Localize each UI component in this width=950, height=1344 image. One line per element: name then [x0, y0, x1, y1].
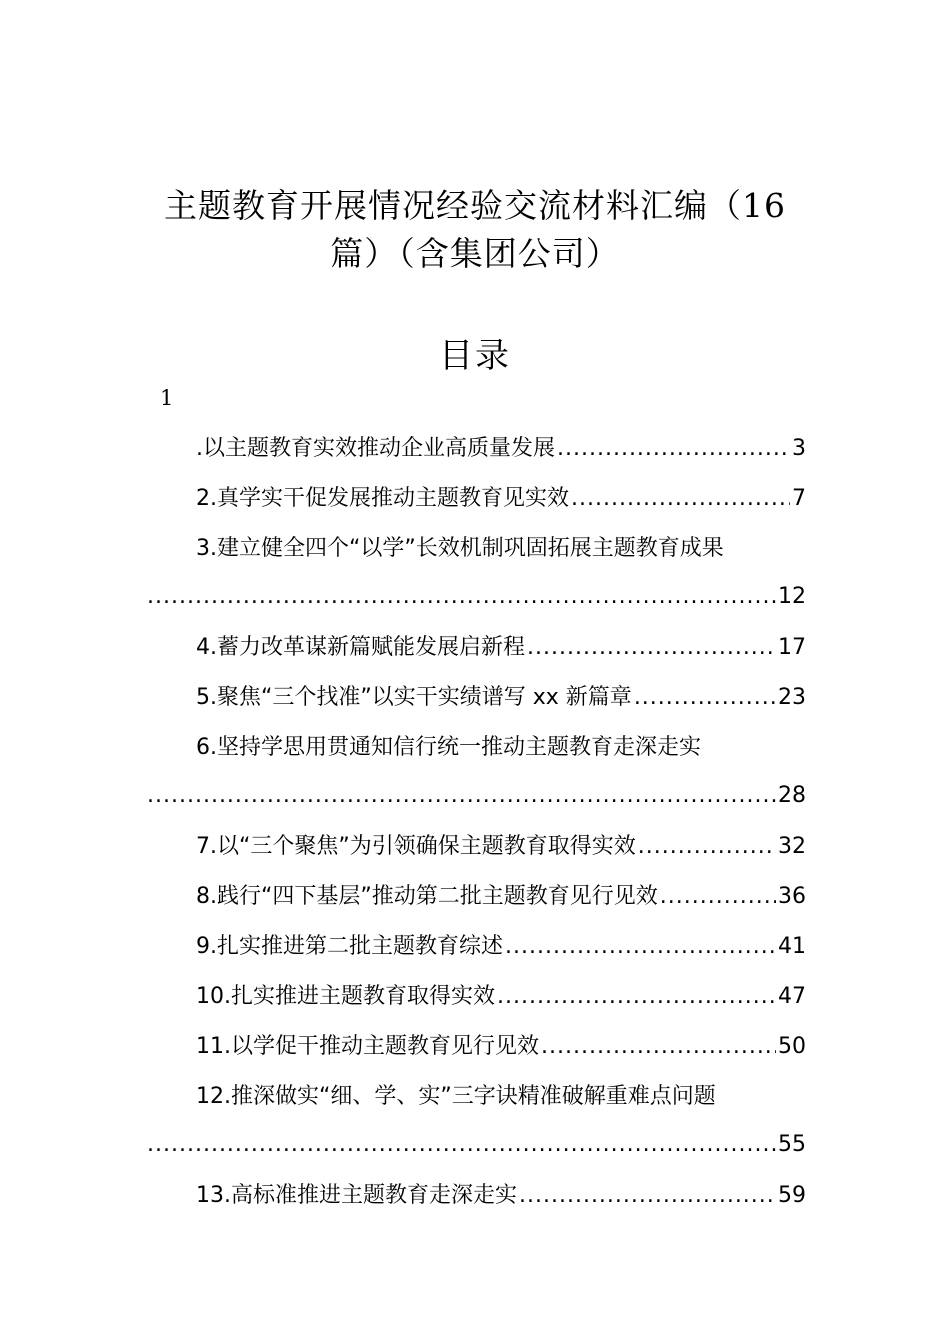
toc-entry-page: 36	[778, 884, 806, 909]
toc-entry[interactable]	[196, 631, 806, 665]
toc-entry[interactable]	[196, 432, 806, 466]
toc-entry-continuation[interactable]	[145, 1128, 806, 1162]
toc-entry-title: 10.扎实推进主题教育取得实效	[196, 984, 495, 1009]
toc-leader-dots	[147, 1128, 776, 1162]
toc-entry-title: 13.高标准推进主题教育走深走实	[196, 1183, 517, 1208]
document-title-line-2: 篇）（含集团公司）	[330, 234, 620, 273]
toc-entry-title: 12.推深做实“细、学、实”三字诀精准破解重难点问题	[196, 1084, 716, 1109]
toc-entry[interactable]	[196, 1179, 806, 1213]
toc-entry[interactable]	[196, 482, 806, 516]
toc-entry[interactable]	[196, 1030, 806, 1064]
toc-entry-page: 23	[778, 685, 806, 710]
toc-entry-continuation[interactable]	[145, 779, 806, 813]
title-number: 16	[742, 186, 786, 225]
toc-leader-dots	[147, 580, 776, 614]
toc-entry-title: 4.蓄力改革谋新篇赋能发展启新程	[196, 635, 525, 660]
toc-entry-title: 11.以学促干推动主题教育见行见效	[196, 1034, 539, 1059]
toc-entry[interactable]	[196, 830, 806, 864]
toc-entry-title: 9.扎实推进第二批主题教育综述	[196, 934, 503, 959]
toc-leader-dots	[519, 1179, 776, 1213]
toc-entry[interactable]	[196, 1080, 806, 1114]
toc-leader-dots	[638, 830, 776, 864]
toc-entry-page: 59	[778, 1183, 806, 1208]
document-title-line-1	[0, 180, 950, 227]
stray-number: 1	[160, 386, 174, 410]
toc-leader-dots	[505, 930, 776, 964]
toc-entry[interactable]	[196, 980, 806, 1014]
toc-entry-page: 47	[778, 984, 806, 1009]
title-text: 主题教育开展情况经验交流材料汇编（	[164, 186, 742, 225]
toc-entry[interactable]	[196, 681, 806, 715]
toc-entry-continuation[interactable]	[145, 580, 806, 614]
toc-entry-page: 17	[778, 635, 806, 660]
toc-entry-title: 7.以“三个聚焦”为引领确保主题教育取得实效	[196, 834, 636, 859]
toc-leader-dots	[527, 631, 776, 665]
toc-entry-title: 3.建立健全四个“以学”长效机制巩固拓展主题教育成果	[196, 536, 724, 561]
toc-leader-dots	[634, 681, 776, 715]
toc-entry-title: .以主题教育实效推动企业高质量发展	[196, 436, 555, 461]
toc-entry-title: 2.真学实干促发展推动主题教育见实效	[196, 486, 569, 511]
toc-leader-dots	[541, 1030, 776, 1064]
toc-leader-dots	[571, 482, 790, 516]
toc-entry[interactable]	[196, 532, 806, 566]
toc-entry[interactable]	[196, 731, 806, 765]
toc-entry-page: 41	[778, 934, 806, 959]
toc-leader-dots	[557, 432, 790, 466]
toc-entry[interactable]	[196, 880, 806, 914]
toc-entry-page: 28	[778, 783, 806, 808]
toc-heading: 目录	[439, 336, 511, 376]
toc-entry-page: 7	[792, 486, 806, 511]
toc-entry-title: 8.践行“四下基层”推动第二批主题教育见行见效	[196, 884, 658, 909]
toc-entry-page: 32	[778, 834, 806, 859]
toc-entry-page: 3	[792, 436, 806, 461]
toc-leader-dots	[147, 779, 776, 813]
toc-entry-page: 50	[778, 1034, 806, 1059]
toc-leader-dots	[660, 880, 776, 914]
toc-leader-dots	[497, 980, 776, 1014]
toc-entry-page: 12	[778, 584, 806, 609]
toc-entry-title: 5.聚焦“三个找准”以实干实绩谱写 xx 新篇章	[196, 685, 632, 710]
toc-entry-page: 55	[778, 1132, 806, 1157]
toc-entry[interactable]	[196, 930, 806, 964]
toc-entry-title: 6.坚持学思用贯通知信行统一推动主题教育走深走实	[196, 735, 701, 760]
